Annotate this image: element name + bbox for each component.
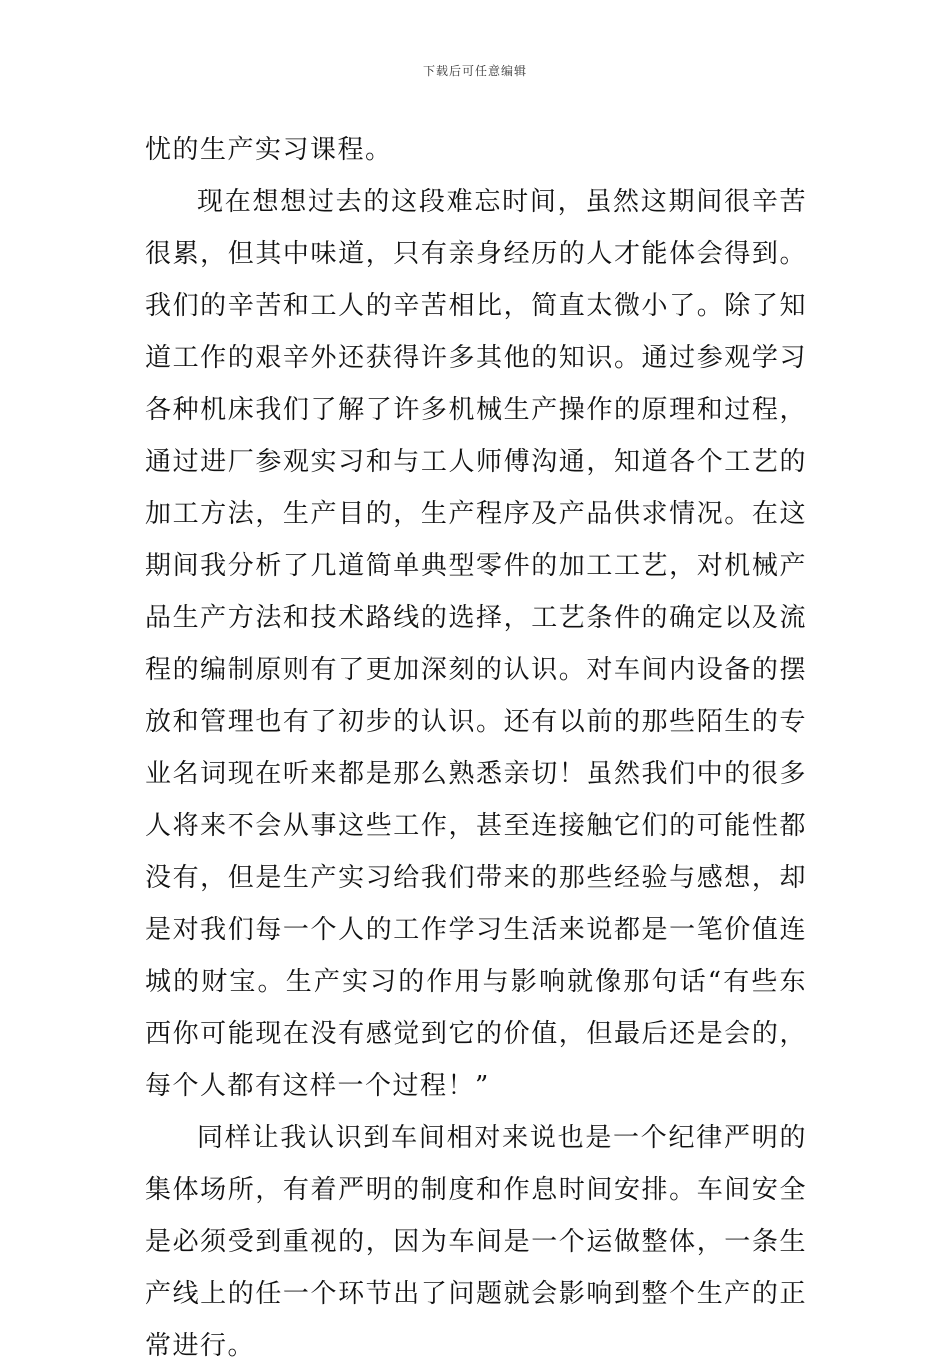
header-note: 下载后可任意编辑 (422, 64, 527, 78)
paragraph-reflection: 现在想想过去的这段难忘时间，虽然这期间很辛苦很累，但其中味道，只有亲身经历的人才能体会得到。我们的辛苦和工人的辛苦相比，简直太微小了。除了知道工作的艰辛外还获得许多其他的知识。通过参观学习各种机床我们了解了许多机械生产操作的原理和过程，通过进厂参观实习和与工人师傅沟通，知道各个工艺的加工方法，生产目的，生产程序及产品供求情况。在这期间我分析了几道简单典型零件的加工工艺，对机械产品生产方法和技术路线的选择，工艺条件的确定以及流程的编制原则有了更加深刻的认识。对车间内设备的摆放和管理也有了初步的认识。还有以前的那些陌生的专业名词现在听来都是那么熟悉亲切！虽然我们中的很多人将来不会从事这些工作，甚至连接触它们的可能性都没有，但是生产实习给我们带来的那些经验与感想，却是对我们每一个人的工作学习生活来说都是一笔价值连城的财宝。生产实习的作用与影响就像那句话“有些东西你可能现在没有感觉到它的价值，但最后还是会的，每个人都有这样一个过程！” (145, 187, 807, 1101)
paragraph-discipline: 同样让我认识到车间相对来说也是一个纪律严明的集体场所，有着严明的制度和作息时间安排。车间安全是必须受到重视的，因为车间是一个运做整体，一条生产线上的任一个环节出了问题就会影响到整个生产的正常进行。 (145, 1123, 807, 1361)
body-text (145, 124, 807, 1372)
paragraph-continuation: 忧的生产实习课程。 (145, 135, 393, 165)
